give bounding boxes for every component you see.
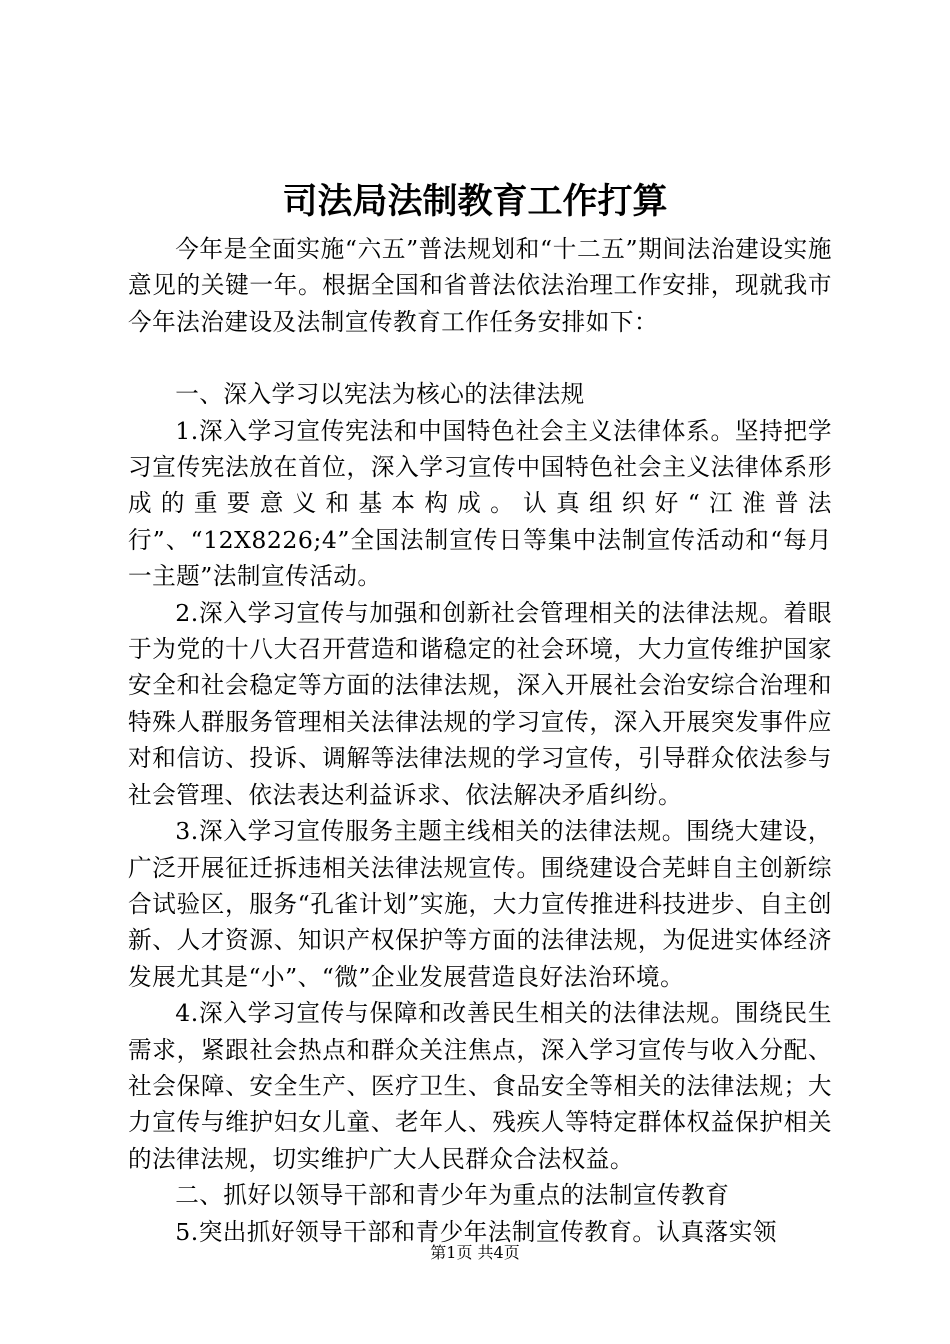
intro-paragraph: 今年是全面实施“六五”普法规划和“十二五”期间法治建设实施意见的关键一年。根据全国和省普法依法治理工作安排，现就我市今年法治建设及法制宣传教育工作任务安排如下： — [128, 235, 832, 336]
paragraph-item-5: 5.突出抓好领导干部和青少年法制宣传教育。认真落实领 — [175, 1217, 777, 1246]
page-number-footer: 第1页 共4页 — [430, 1243, 520, 1262]
section-heading-2: 二、抓好以领导干部和青少年为重点的法制宣传教育 — [175, 1181, 730, 1210]
paragraph-item-1: 1.深入学习宣传宪法和中国特色社会主义法律体系。坚持把学习宣传宪法放在首位，深入学习宣传中国特色社会主义法律体系形成的重要意义和基本构成。认真组织好“江淮普法行”、“12X8226;4”全国法制宣传日等集中法制宣传活动和“每月一主题”法制宣传活动。 — [128, 416, 832, 591]
section-heading-1: 一、深入学习以宪法为核心的法律法规 — [175, 380, 585, 409]
document-title: 司法局法制教育工作打算 — [282, 181, 668, 222]
document-body — [128, 231, 832, 1250]
paragraph-item-4: 4.深入学习宣传与保障和改善民生相关的法律法规。围绕民生需求，紧跟社会热点和群众关注焦点，深入学习宣传与收入分配、社会保障、安全生产、医疗卫生、食品安全等相关的法律法规；大力宣传与维护妇女儿童、老年人、残疾人等特定群体权益保护相关的法律法规，切实维护广大人民群众合法权益。 — [128, 999, 832, 1173]
paragraph-item-2: 2.深入学习宣传与加强和创新社会管理相关的法律法规。着眼于为党的十八大召开营造和谐稳定的社会环境，大力宣传维护国家安全和社会稳定等方面的法律法规，深入开展社会治安综合治理和特殊人群服务管理相关法律法规的学习宣传，深入开展突发事件应对和信访、投诉、调解等法律法规的学习宣传，引导群众依法参与社会管理、依法表达利益诉求、依法解决矛盾纠纷。 — [128, 598, 832, 809]
paragraph-item-3: 3.深入学习宣传服务主题主线相关的法律法规。围绕大建设，广泛开展征迁拆违相关法律法规宣传。围绕建设合芜蚌自主创新综合试验区，服务“孔雀计划”实施，大力宣传推进科技进步、自主创新、人才资源、知识产权保护等方面的法律法规，为促进实体经济发展尤其是“小”、“微”企业发展营造良好法治环境。 — [128, 817, 832, 991]
